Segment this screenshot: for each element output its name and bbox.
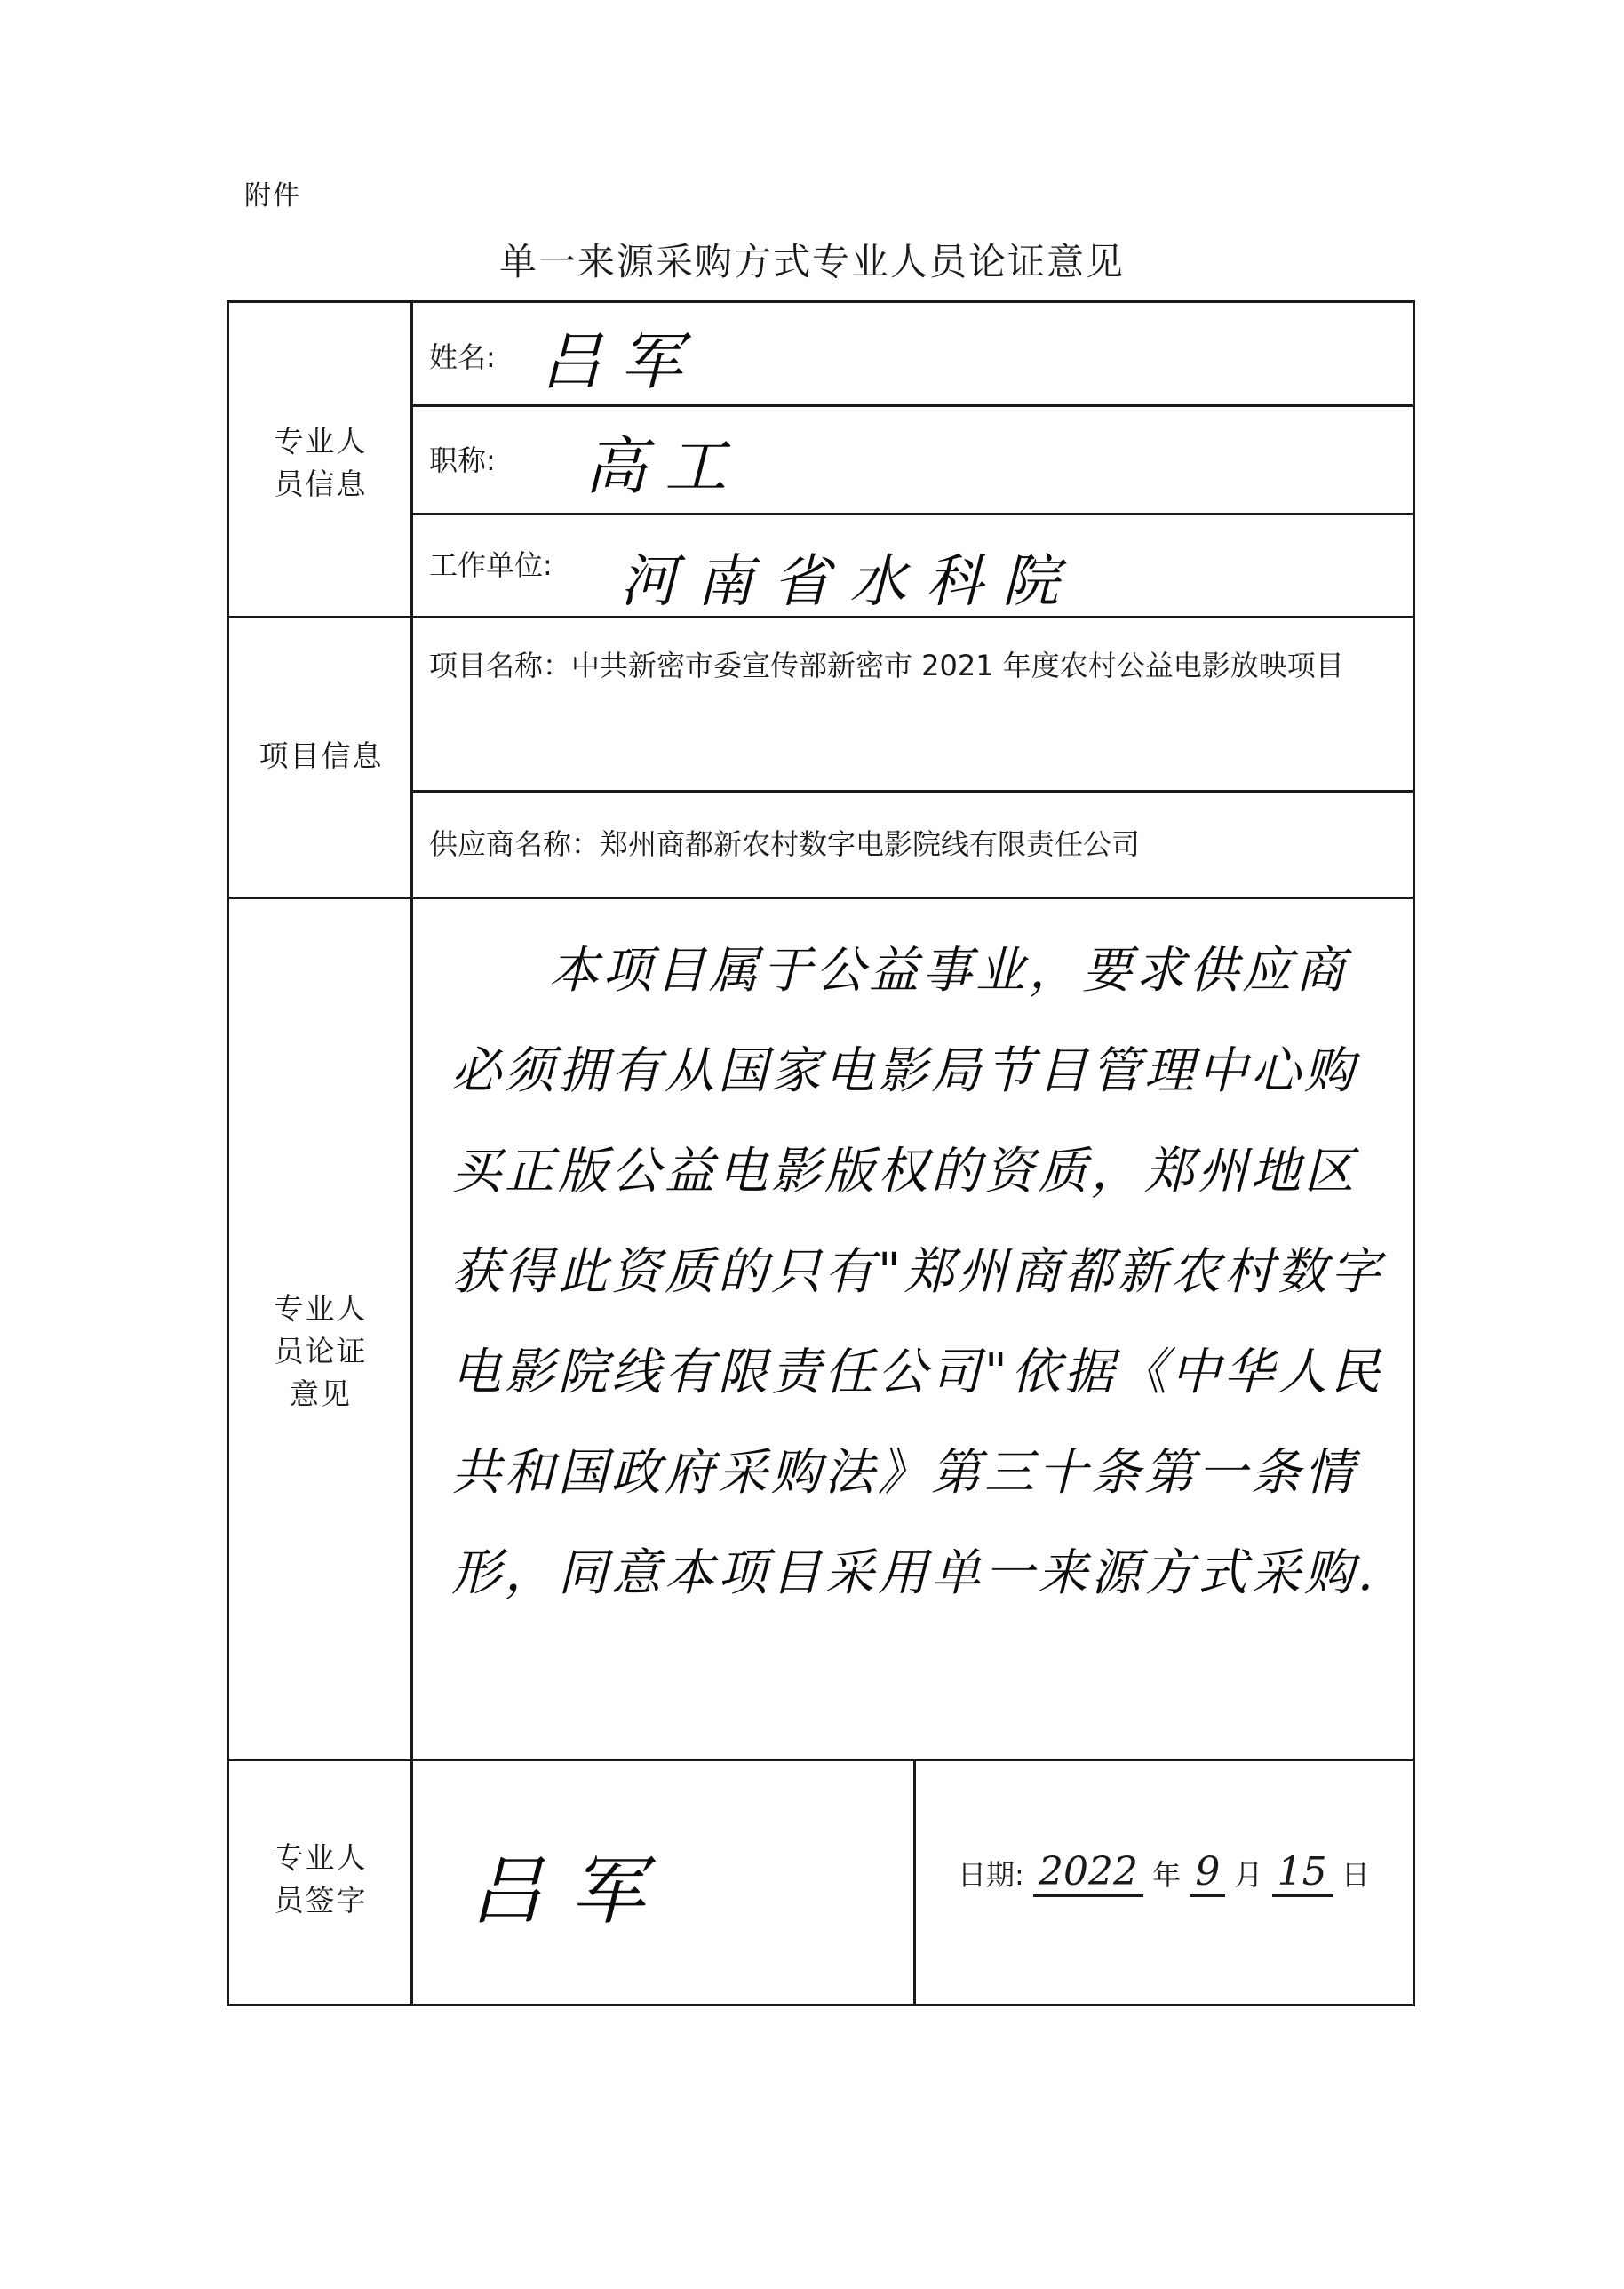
label-column-divider <box>410 303 413 2004</box>
date-month: 9 <box>1190 1849 1225 1897</box>
date-year: 2022 <box>1033 1849 1143 1897</box>
date-label: 日期: <box>958 1858 1024 1892</box>
project-name-text: 项目名称：中共新密市委宣传部新密市 2021 年度农村公益电影放映项目 <box>429 649 1344 682</box>
title-label: 职称: <box>429 443 496 477</box>
signature-handwritten: 吕军 <box>469 1847 673 1934</box>
document-title: 单一来源采购方式专业人员论证意见 <box>498 240 1125 283</box>
signature-label: 专业人员签字 <box>274 1840 368 1918</box>
date-day: 15 <box>1272 1849 1333 1897</box>
opinion-form <box>227 300 1415 2006</box>
section-divider-signature <box>229 1759 1415 1761</box>
date-line <box>958 1849 1370 1897</box>
opinion-label: 专业人员论证意见 <box>274 1291 368 1411</box>
title-handwritten: 高工 <box>585 430 744 503</box>
attachment-label: 附件 <box>244 180 301 211</box>
row-divider-name <box>410 404 1415 407</box>
project-info-label: 项目信息 <box>259 738 384 773</box>
unit-label: 工作单位: <box>429 548 553 582</box>
row-divider-supplier <box>410 790 1415 793</box>
date-month-unit: 月 <box>1234 1858 1263 1892</box>
unit-handwritten: 河南省水科院 <box>620 549 1079 615</box>
name-handwritten: 吕军 <box>540 325 700 398</box>
expert-info-label: 专业人员信息 <box>274 424 368 501</box>
date-day-unit: 日 <box>1341 1858 1370 1892</box>
opinion-handwritten: 本项目属于公益事业，要求供应商必须拥有从国家电影局节目管理中心购买正版公益电影版权的资质，郑州地区获得此资质的只有"郑州商都新农村数字电影院线有限责任公司"依据《中华人民共和国政府采购法》第三十条第一条情形，同意本项目采用单一来源方式采购. <box>451 942 1384 1602</box>
date-column-divider <box>913 1759 916 2004</box>
supplier-text: 供应商名称：郑州商都新农村数字电影院线有限责任公司 <box>429 827 1141 861</box>
name-label: 姓名: <box>429 340 496 374</box>
row-divider-title <box>410 513 1415 515</box>
date-year-unit: 年 <box>1152 1858 1182 1892</box>
section-divider-opinion <box>229 897 1415 899</box>
